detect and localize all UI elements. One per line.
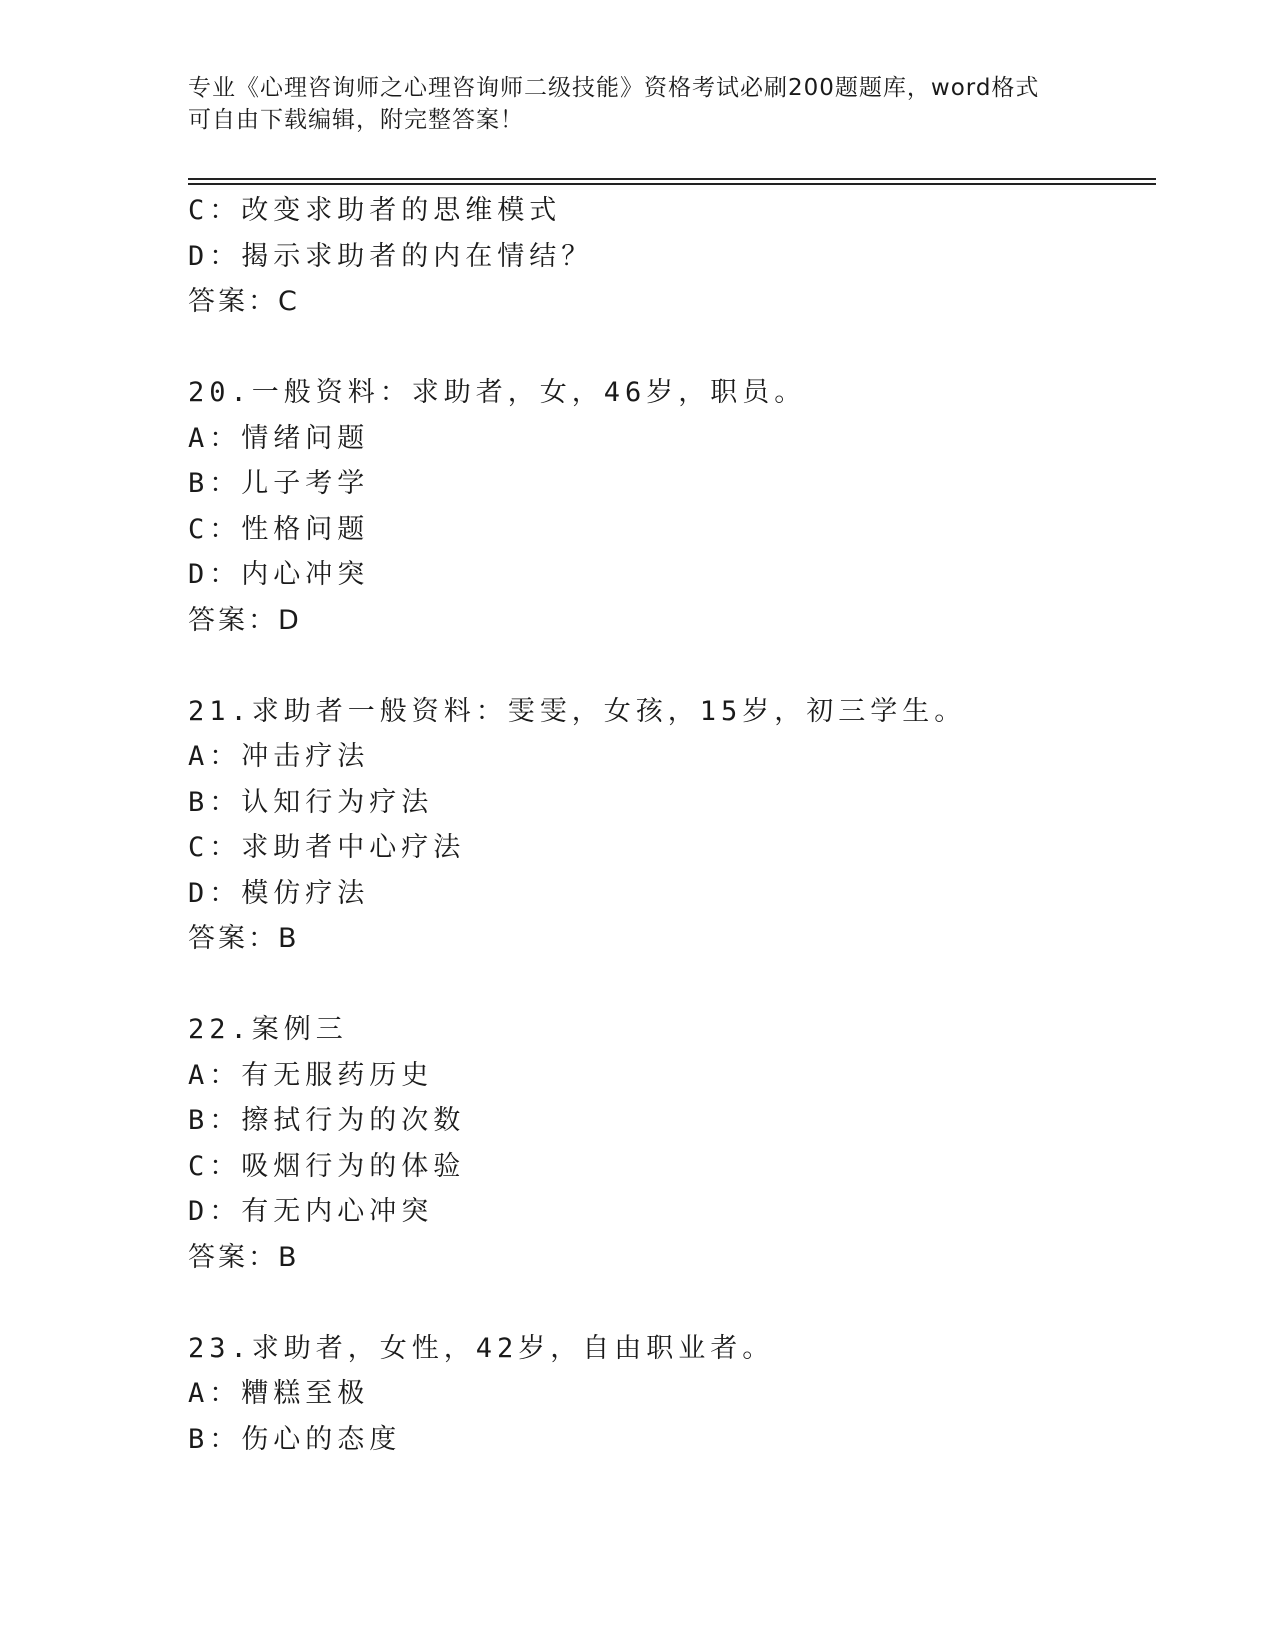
answer-line: 答案：B [188, 1241, 300, 1273]
answer-line: 答案：D [188, 604, 302, 636]
question-title: 23.求助者，女性，42岁，自由职业者。 [188, 1332, 775, 1364]
header-line-2: 可自由下载编辑，附完整答案！ [188, 107, 524, 133]
option-line: A：糟糕至极 [188, 1378, 370, 1409]
option-line: D：内心冲突 [188, 559, 370, 590]
option-line: C：改变求助者的思维模式 [188, 195, 562, 226]
option-line: B：儿子考学 [188, 468, 370, 499]
answer-line: 答案：B [188, 923, 300, 954]
spacer [188, 962, 1156, 1008]
question-title: 21.求助者一般资料：雯雯，女孩，15岁，初三学生。 [188, 695, 967, 727]
option-line: D：揭示求助者的内在情结？ [188, 240, 594, 272]
spacer [188, 643, 1156, 689]
option-line: D：模仿疗法 [188, 877, 370, 909]
option-line: C：求助者中心疗法 [188, 832, 466, 863]
answer-line: 答案：C [188, 286, 300, 317]
document-header [188, 72, 1088, 136]
option-line: B：擦拭行为的次数 [188, 1105, 466, 1136]
option-line: C：吸烟行为的体验 [188, 1150, 466, 1182]
option-line: A：情绪问题 [188, 422, 370, 454]
option-line: D：有无内心冲突 [188, 1196, 434, 1227]
question-title: 22.案例三 [188, 1014, 348, 1045]
option-line: C：性格问题 [188, 513, 370, 545]
spacer [188, 1280, 1156, 1326]
header-line-1: 专业《心理咨询师之心理咨询师二级技能》资格考试必刷200题题库，word格式 [188, 75, 1040, 101]
option-line: A：冲击疗法 [188, 741, 370, 772]
option-line: B：伤心的态度 [188, 1423, 402, 1455]
question-list [188, 188, 1156, 1462]
spacer [188, 325, 1156, 371]
header-divider-bottom [188, 183, 1156, 185]
option-line: B：认知行为疗法 [188, 786, 434, 818]
header-divider-top [188, 178, 1156, 180]
option-line: A：有无服药历史 [188, 1059, 434, 1091]
question-title: 20.一般资料：求助者，女，46岁，职员。 [188, 377, 807, 408]
